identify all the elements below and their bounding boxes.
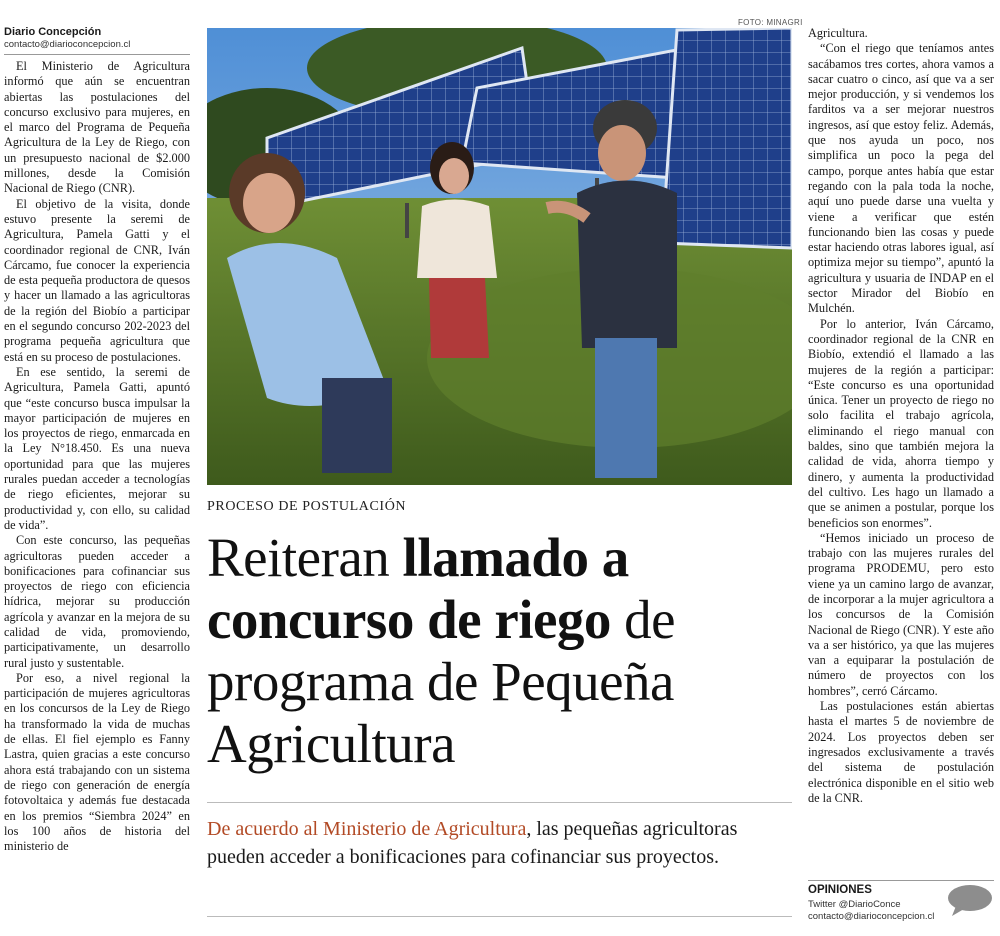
deck-text: , las pequeñas agricultoras pueden acceder a bonificaciones para cofinanciar sus proyectos. [207, 818, 738, 868]
article-photo [207, 28, 792, 485]
right-body [808, 26, 994, 806]
publication-contact: contacto@diarioconcepcion.cl [4, 39, 131, 50]
right-column [808, 26, 994, 806]
headline-bold: llamado a concurso de riego [207, 527, 629, 650]
paragraph: Con este concurso, las pequeñas agricultoras pueden acceder a bonificaciones para cofinanciar sus proyectos de riego con eficiencia hídrica, mejorar su producción agrícola y avanzar en la mejora de su calidad de vida, promoviendo, participativamente, un desarrollo rural justo y sustentable. [4, 533, 190, 670]
divider [207, 802, 792, 803]
left-column [4, 26, 190, 854]
deck [207, 815, 792, 871]
opinions-twitter: Twitter @DiarioConce [808, 899, 901, 910]
paragraph: Las postulaciones están abiertas hasta el martes 5 de noviembre de 2024. Los proyectos deben ser ingresados exclusivamente a través del sistema de postulación electrónica disponible en el sitio web de la CNR. [808, 699, 994, 805]
opinions-email: contacto@diarioconcepcion.cl [808, 911, 935, 922]
paragraph: Por lo anterior, Iván Cárcamo, coordinador regional de la CNR en Biobío, extendió el llamado a las mujeres de la región a participar: “Este concurso es una oportunidad única. Tener un proyecto de riego no solo facilita el trabajo agrícola, eliminando el riego manual con baldes, sino que también mejora la calidad de vida, ahorra tiempo y dinero, y aumenta la productividad del cultivo. Les hago un llamado a que se animen a postular, porque los beneficios son enormes”. [808, 316, 994, 530]
publication-name: Diario Concepción [4, 26, 102, 38]
speech-bubble-icon [946, 884, 994, 923]
paragraph: “Con el riego que teníamos antes sacábamos tres cortes, ahora vamos a sacar cuatro o cinco, así que va a ser mejor producción, y si vendemos los farditos va a ser mejorar nuestros ingresos, así que estoy feliz. Además, que nos ayuda un poco, nos simplifica un poco la pega del campo, porque antes había que estar regando con la pala toda la noche, aquí uno puede darse una vuelta y viene a verificar que estén funcionando bien las cosas y puede estar haciendo otras labores igual, así optimiza mejor su tiempo”, apuntó la agricultura y usuaria de INDAP en el sector Mirador del Biobío en Mulchén. [808, 41, 994, 316]
paragraph: Por eso, a nivel regional la participación de mujeres agricultoras en los concursos de la Ley de Riego ha transformado la vida de muchas de ellas. El fiel ejemplo es Fanny Lastra, quien gracias a este concurso ahora está trabajando con un sistema de riego con generación de energía fotovoltaica y además fue destacada en los premios “Siembra 2024” en los 100 años de historia del ministerio de [4, 670, 190, 854]
divider [4, 54, 190, 55]
photo-illustration [207, 28, 792, 485]
headline-part: de programa de Pequeña Agricultura [207, 589, 676, 774]
headline [207, 527, 797, 775]
paragraph: El Ministerio de Agricultura informó que aún se encuentran abiertas las postulaciones del concurso exclusivo para mujeres, en el marco del Programa de Pequeña Agricultura de la Ley de Riego, con un presupuesto nacional de $2.000 millones, desde la Comisión Nacional de Riego (CNR). [4, 59, 190, 196]
deck-highlight: De acuerdo al Ministerio de Agricultura [207, 818, 527, 840]
left-body [4, 59, 190, 854]
paragraph: En ese sentido, la seremi de Agricultura, Pamela Gatti, apuntó que “este concurso busca impulsar la mayor participación de mujeres en los proyectos de riego, enmarcada en la Ley N°18.450. Es una nueva oportunidad para que las mujeres rurales puedan acceder a tecnologías de riego eficientes, mejorar su productividad y, con ello, su calidad de vida”. [4, 364, 190, 532]
divider [207, 916, 792, 917]
paragraph: “Hemos iniciado un proceso de trabajo con las mujeres rurales del programa PRODEMU, pero esto viene ya un camino largo de avanzar, de incorporar a la mujer agricultora a los concursos de la Comisión Nacional de Riego (CNR). Y este año va a ser histórico, ya que las mujeres van a equiparar la postulación de número de proyectos con los hombres”, cerró Cárcamo. [808, 530, 994, 698]
kicker: PROCESO DE POSTULACIÓN [207, 499, 407, 514]
opinions-title: OPINIONES [808, 884, 872, 896]
divider [808, 880, 994, 881]
headline-part: Reiteran [207, 527, 403, 588]
paragraph: El objetivo de la visita, donde estuvo presente la seremi de Agricultura, Pamela Gatti y el coordinador regional de CNR, Iván Cárcamo, fue conocer la experiencia de esta pequeña productora de quesos y hacer un llamado a las agricultoras de la región del Biobío a participar en el segundo concurso 202-2023 del programa pequeña agricultura que está en su proceso de postulaciones. [4, 196, 190, 364]
photo-credit: FOTO: MINAGRI [738, 18, 803, 27]
paragraph: Agricultura. [808, 26, 868, 40]
